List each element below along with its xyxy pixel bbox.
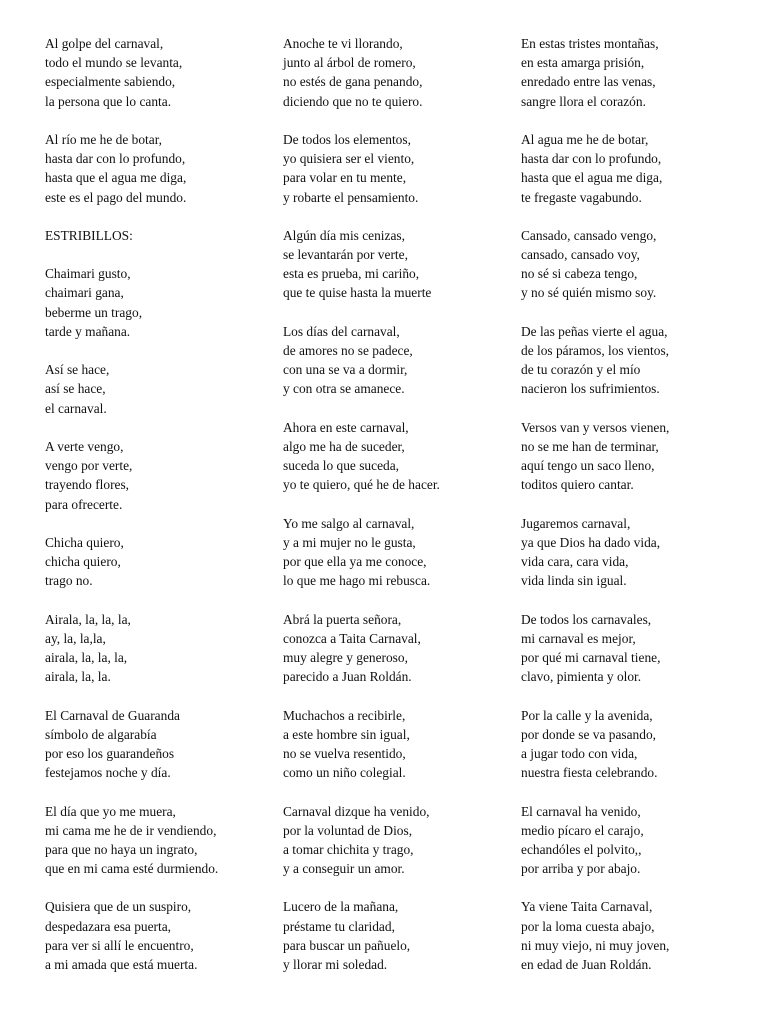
verse-line: te fregaste vagabundo. bbox=[521, 189, 642, 205]
stanza bbox=[45, 130, 280, 207]
verse-line: festejamos noche y día. bbox=[45, 765, 171, 781]
verse-column-3 bbox=[521, 34, 756, 993]
verse-line: para ver si allí le encuentro, bbox=[45, 937, 194, 953]
stanza bbox=[45, 706, 280, 783]
verse-line: para buscar un pañuelo, bbox=[283, 937, 411, 953]
stanza bbox=[521, 418, 756, 495]
verse-line: no se vuelva resentido, bbox=[283, 745, 406, 761]
stanza bbox=[521, 706, 756, 783]
verse-line: De las peñas vierte el agua, bbox=[521, 323, 668, 339]
verse-line: mi carnaval es mejor, bbox=[521, 630, 636, 646]
verse-line: yo quisiera ser el viento, bbox=[283, 151, 415, 167]
verse-line: De todos los elementos, bbox=[283, 131, 411, 147]
stanza bbox=[521, 897, 756, 974]
stanza bbox=[283, 322, 518, 399]
stanza bbox=[283, 34, 518, 111]
verse-line: especialmente sabiendo, bbox=[45, 74, 176, 90]
verse-line: trago no. bbox=[45, 573, 93, 589]
verse-line: tarde y mañana. bbox=[45, 323, 131, 339]
verse-line: Jugaremos carnaval, bbox=[521, 515, 631, 531]
verse-line: por la voluntad de Dios, bbox=[283, 822, 413, 838]
stanza bbox=[45, 437, 280, 514]
verse-line: ya que Dios ha dado vida, bbox=[521, 534, 661, 550]
verse-line: nacieron los sufrimientos. bbox=[521, 381, 660, 397]
verse-line: vida cara, cara vida, bbox=[521, 554, 629, 570]
verse-line: junto al árbol de romero, bbox=[283, 55, 416, 71]
verse-line: y robarte el pensamiento. bbox=[283, 189, 419, 205]
verse-column-2 bbox=[283, 34, 518, 993]
verse-line: hasta dar con lo profundo, bbox=[521, 151, 662, 167]
verse-line: en edad de Juan Roldán. bbox=[521, 957, 652, 972]
verse-line: cansado, cansado voy, bbox=[521, 247, 640, 263]
verse-line: clavo, pimienta y olor. bbox=[521, 669, 642, 685]
verse-line: hasta que el agua me diga, bbox=[45, 170, 187, 186]
verse-line: algo me ha de suceder, bbox=[283, 438, 405, 454]
verse-line: toditos quiero cantar. bbox=[521, 477, 634, 493]
verse-line: a mi amada que está muerta. bbox=[45, 957, 198, 972]
verse-line: por eso los guarandeños bbox=[45, 745, 175, 761]
verse-line: y a conseguir un amor. bbox=[283, 861, 405, 877]
verse-line: Lucero de la mañana, bbox=[283, 899, 399, 915]
verse-line: A verte vengo, bbox=[45, 438, 124, 454]
verse-line: Los días del carnaval, bbox=[283, 323, 400, 339]
stanza bbox=[45, 610, 280, 687]
verse-line: parecido a Juan Roldán. bbox=[283, 669, 412, 685]
stanza bbox=[521, 514, 756, 591]
verse-line: echandóles el polvito,, bbox=[521, 841, 642, 857]
verse-line: a este hombre sin igual, bbox=[283, 726, 410, 742]
stanza bbox=[45, 897, 280, 974]
verse-line: por arriba y por abajo. bbox=[521, 861, 641, 877]
verse-line: con una se va a dormir, bbox=[283, 362, 408, 378]
verse-line: y llorar mi soledad. bbox=[283, 957, 388, 972]
verse-line: Airala, la, la, la, bbox=[45, 611, 131, 627]
verse-line: vida linda sin igual. bbox=[521, 573, 627, 589]
verse-line: Abrá la puerta señora, bbox=[283, 611, 402, 627]
verse-line: Cansado, cansado vengo, bbox=[521, 227, 657, 243]
stanza bbox=[45, 802, 280, 879]
verse-line: Chicha quiero, bbox=[45, 534, 124, 550]
verse-line: medio pícaro el carajo, bbox=[521, 822, 644, 838]
verse-line: de tu corazón y el mío bbox=[521, 362, 641, 378]
verse-line: Así se hace, bbox=[45, 362, 110, 378]
stanza bbox=[283, 226, 518, 303]
verse-line: chaimari gana, bbox=[45, 285, 124, 301]
stanza bbox=[45, 360, 280, 418]
verse-line: y no sé quién mismo soy. bbox=[521, 285, 657, 301]
verse-line: no estés de gana penando, bbox=[283, 74, 423, 90]
verse-line: todo el mundo se levanta, bbox=[45, 55, 183, 71]
verse-line: ay, la, la,la, bbox=[45, 630, 106, 646]
verse-line: de los páramos, los vientos, bbox=[521, 343, 670, 358]
verse-line: para que no haya un ingrato, bbox=[45, 841, 198, 857]
verse-line: El Carnaval de Guaranda bbox=[45, 707, 180, 723]
verse-line: trayendo flores, bbox=[45, 477, 130, 493]
verse-line: despedazara esa puerta, bbox=[45, 918, 172, 934]
verse-line: no sé si cabeza tengo, bbox=[521, 266, 638, 282]
stanza bbox=[521, 802, 756, 879]
verse-line: así se hace, bbox=[45, 381, 106, 397]
verse-line: nuestra fiesta celebrando. bbox=[521, 765, 658, 781]
verse-line: por donde se va pasando, bbox=[521, 726, 656, 742]
verse-line: chicha quiero, bbox=[45, 554, 121, 570]
verse-line: por la loma cuesta abajo, bbox=[521, 918, 655, 934]
verse-line: y con otra se amanece. bbox=[283, 381, 405, 397]
verse-line: yo te quiero, qué he de hacer. bbox=[283, 477, 440, 493]
verse-line: Al golpe del carnaval, bbox=[45, 36, 164, 51]
verse-line: que en mi cama esté durmiendo. bbox=[45, 861, 219, 877]
verse-line: Al río me he de botar, bbox=[45, 131, 162, 147]
stanza bbox=[45, 264, 280, 341]
verse-line: de amores no se padece, bbox=[283, 343, 413, 358]
verse-line: lo que me hago mi rebusca. bbox=[283, 573, 431, 589]
stanza bbox=[45, 226, 280, 245]
verse-line: ESTRIBILLOS: bbox=[45, 227, 133, 243]
verse-line: Yo me salgo al carnaval, bbox=[283, 515, 415, 531]
stanza bbox=[283, 802, 518, 879]
verse-line: Anoche te vi llorando, bbox=[283, 36, 403, 51]
verse-line: ni muy viejo, ni muy joven, bbox=[521, 937, 670, 953]
verse-line: que te quise hasta la muerte bbox=[283, 285, 432, 301]
stanza bbox=[283, 897, 518, 974]
stanza bbox=[521, 322, 756, 399]
stanza bbox=[283, 706, 518, 783]
stanza bbox=[283, 130, 518, 207]
verse-line: Ahora en este carnaval, bbox=[283, 419, 409, 435]
verse-line: símbolo de algarabía bbox=[45, 726, 157, 742]
verse-line: este es el pago del mundo. bbox=[45, 189, 187, 205]
verse-line: la persona que lo canta. bbox=[45, 93, 172, 109]
stanza bbox=[45, 533, 280, 591]
verse-line: muy alegre y generoso, bbox=[283, 650, 408, 665]
stanza bbox=[521, 610, 756, 687]
verse-line: suceda lo que suceda, bbox=[283, 458, 400, 474]
verse-line: no se me han de terminar, bbox=[521, 438, 659, 454]
stanza bbox=[521, 226, 756, 303]
verse-line: enredado entre las venas, bbox=[521, 74, 656, 90]
verse-line: vengo por verte, bbox=[45, 458, 133, 474]
verse-line: Quisiera que de un suspiro, bbox=[45, 899, 192, 915]
verse-line: Muchachos a recibirle, bbox=[283, 707, 406, 723]
verse-line: a tomar chichita y trago, bbox=[283, 841, 414, 857]
verse-line: y a mi mujer no le gusta, bbox=[283, 534, 416, 550]
stanza bbox=[45, 34, 280, 111]
verse-line: por que ella ya me conoce, bbox=[283, 554, 427, 570]
verse-line: Algún día mis cenizas, bbox=[283, 227, 405, 243]
verse-line: Por la calle y la avenida, bbox=[521, 707, 653, 723]
verse-line: se levantarán por verte, bbox=[283, 247, 408, 263]
verse-line: Ya viene Taita Carnaval, bbox=[521, 899, 653, 915]
verse-line: en esta amarga prisión, bbox=[521, 55, 645, 71]
verse-line: De todos los carnavales, bbox=[521, 611, 652, 627]
stanza bbox=[521, 34, 756, 111]
verse-line: En estas tristes montañas, bbox=[521, 36, 659, 51]
verse-line: para ofrecerte. bbox=[45, 496, 123, 512]
verse-line: el carnaval. bbox=[45, 400, 107, 416]
verse-line: conozca a Taita Carnaval, bbox=[283, 630, 421, 646]
verse-line: hasta que el agua me diga, bbox=[521, 170, 663, 186]
verse-line: Carnaval dizque ha venido, bbox=[283, 803, 430, 819]
verse-line: préstame tu claridad, bbox=[283, 918, 395, 934]
verse-line: aquí tengo un saco lleno, bbox=[521, 458, 655, 474]
verse-line: por qué mi carnaval tiene, bbox=[521, 650, 661, 665]
verse-line: hasta dar con lo profundo, bbox=[45, 151, 186, 167]
verse-column-1 bbox=[45, 34, 280, 993]
verse-line: El día que yo me muera, bbox=[45, 803, 176, 819]
stanza bbox=[283, 610, 518, 687]
verse-line: como un niño colegial. bbox=[283, 765, 406, 781]
verse-line: Al agua me he de botar, bbox=[521, 131, 649, 147]
verse-line: El carnaval ha venido, bbox=[521, 803, 641, 819]
verse-line: Chaimari gusto, bbox=[45, 266, 131, 282]
verse-line: airala, la, la, la, bbox=[45, 650, 128, 665]
verse-line: esta es prueba, mi cariño, bbox=[283, 266, 420, 282]
verse-line: diciendo que no te quiero. bbox=[283, 93, 423, 109]
verse-line: beberme un trago, bbox=[45, 304, 143, 320]
verse-line: mi cama me he de ir vendiendo, bbox=[45, 822, 217, 838]
verse-line: para volar en tu mente, bbox=[283, 170, 407, 186]
verse-line: a jugar todo con vida, bbox=[521, 745, 638, 761]
stanza bbox=[283, 418, 518, 495]
stanza bbox=[283, 514, 518, 591]
verse-line: airala, la, la. bbox=[45, 669, 111, 685]
stanza bbox=[521, 130, 756, 207]
verse-line: Versos van y versos vienen, bbox=[521, 419, 670, 435]
verse-line: sangre llora el corazón. bbox=[521, 93, 646, 109]
